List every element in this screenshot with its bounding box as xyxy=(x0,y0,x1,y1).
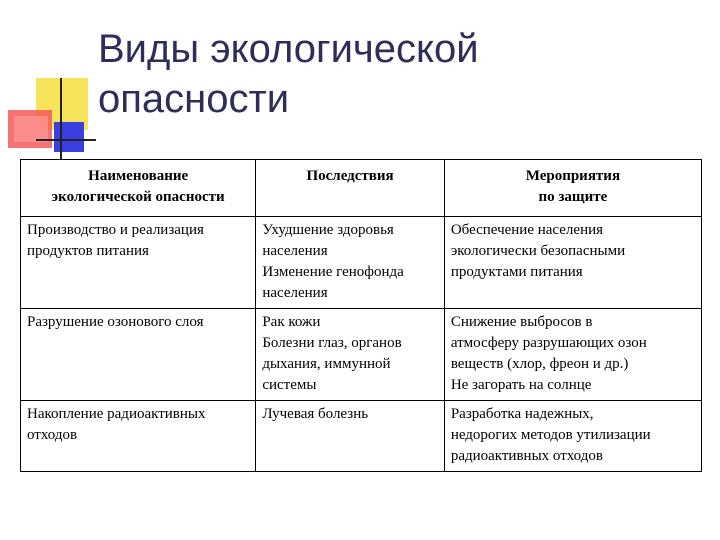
table-header-row xyxy=(21,160,702,217)
cell-text-line: Снижение выбросов в xyxy=(450,314,593,330)
cell-hazard-name xyxy=(21,217,256,309)
cell-text-line: системы xyxy=(262,377,317,393)
cell-text-line: Обеспечение населения xyxy=(450,222,604,238)
cell-text-line: Болезни глаз, органов xyxy=(262,335,402,351)
cell-text-line: Не загорать на солнце xyxy=(450,377,592,393)
table-row xyxy=(21,309,702,401)
slide-title-line-2: опасности xyxy=(98,77,290,121)
cell-consequences xyxy=(256,217,445,309)
cell-text-line: Рак кожи xyxy=(262,314,321,330)
cell-text-line: атмосферу разрушающих озон xyxy=(450,335,647,351)
cell-text-line: Разработка надежных, xyxy=(450,406,594,422)
cell-protection-measures xyxy=(444,217,701,309)
cell-text-line: Производство и реализация xyxy=(27,222,204,238)
cell-text-line: экологически безопасными xyxy=(450,243,626,259)
decor-horizontal-line xyxy=(36,139,96,141)
cell-text-line: радиоактивных отходов xyxy=(450,448,603,464)
table-row xyxy=(21,217,702,309)
cell-text-line: Изменение генофонда xyxy=(262,264,404,280)
cell-consequences xyxy=(256,309,445,401)
cell-text-line: продуктами питания xyxy=(450,264,583,280)
cell-hazard-name xyxy=(21,401,256,472)
cell-text-line: продуктов питания xyxy=(27,243,149,259)
cell-protection-measures xyxy=(444,309,701,401)
cell-text-line: Разрушение озонового слоя xyxy=(27,314,204,330)
cell-consequences xyxy=(256,401,445,472)
cell-text-line: отходов xyxy=(27,427,78,443)
hazards-table xyxy=(20,159,702,472)
cell-text-line: населения xyxy=(262,285,328,301)
cell-protection-measures xyxy=(444,401,701,472)
decor-vertical-line xyxy=(60,78,62,160)
table-row xyxy=(21,401,702,472)
header-text-line: Мероприятия xyxy=(525,168,621,184)
slide-title-line-1: Виды экологической xyxy=(98,27,479,71)
header-text-line: экологической опасности xyxy=(51,189,225,205)
decor-blue-square xyxy=(54,122,84,152)
cell-text-line: недорогих методов утилизации xyxy=(450,427,651,443)
cell-text-line: населения xyxy=(262,243,328,259)
cell-text-line: Накопление радиоактивных xyxy=(27,406,206,422)
cell-hazard-name xyxy=(21,309,256,401)
cell-text-line: веществ (хлор, фреон и др.) xyxy=(450,356,629,372)
cell-text-line: Ухудшение здоровья xyxy=(262,222,394,238)
header-hazard-name xyxy=(21,160,256,217)
cell-text-line: дыхания, иммунной xyxy=(262,356,391,372)
header-consequences xyxy=(256,160,445,217)
header-text-line: по защите xyxy=(538,189,608,205)
header-protection-measures xyxy=(444,160,701,217)
cell-text-line: Лучевая болезнь xyxy=(262,406,369,422)
slide-title xyxy=(98,24,479,124)
header-text-line: Наименование xyxy=(88,168,189,184)
header-text-line: Последствия xyxy=(306,168,394,184)
